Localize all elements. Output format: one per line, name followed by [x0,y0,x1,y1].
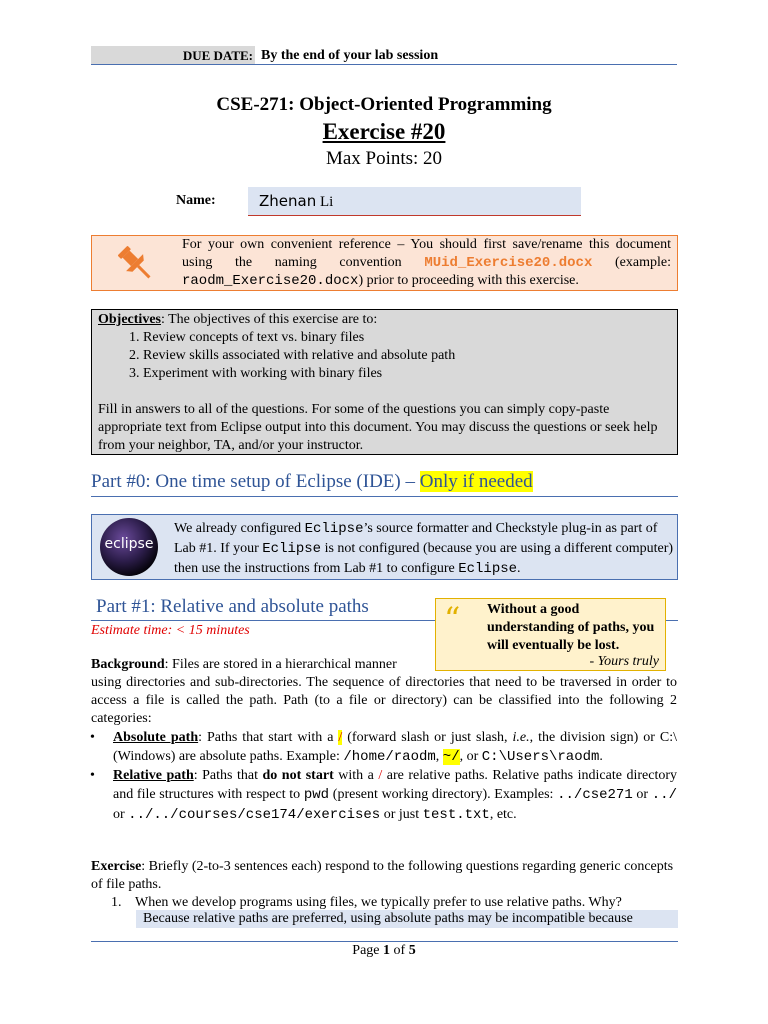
max-points: Max Points: 20 [325,148,443,169]
relative-path-emphasis: do not start [262,768,334,783]
relative-path-text: are relative paths. Relative paths indicate directory and file structures with respect to [113,768,677,802]
name-field[interactable] [248,187,581,216]
slash-symbol: / [338,730,343,745]
eclipse-text-4: . [517,561,521,576]
objective-item: 1. Review concepts of text vs. binary files [143,329,671,347]
pushpin-icon [114,242,158,286]
eclipse-text-3: is not configured (because you are using a different computer) then use the instructions from Lab #1 to configure [174,541,674,576]
total-pages: 5 [408,943,416,958]
relative-path-label: Relative path [113,768,194,783]
relative-path-text: (present working directory). Examples: [329,787,558,802]
note-filename-example: raodm_Exercise20.docx [182,273,359,289]
relative-path-text: or [632,787,652,802]
bullet-icon: • [90,730,95,745]
quote-text: Without a good understanding of paths, you will eventually be lost. [487,602,655,653]
relative-path-bullet [90,766,677,825]
objectives-box [91,309,678,455]
question-number: 1. [111,895,122,910]
absolute-path-bullet [90,728,677,767]
quote-box [435,598,666,671]
footer-text: of [390,943,409,958]
note-text-2: (example: [592,255,671,270]
rename-note [91,235,678,291]
absolute-path-text: , the division sign) or C:\ (Windows) are absolute paths. Example: [113,730,677,764]
absolute-path-example: /home/raodm [343,749,436,765]
eclipse-code-3: Eclipse [458,561,518,577]
objectives-intro: : The objectives of this exercise are to: [160,312,378,327]
objectives-list [98,329,671,383]
eclipse-text-2: ’s source formatter and Checkstyle plug-in as part of Lab #1. If your [174,521,658,556]
answer-1-field[interactable]: Because relative paths are preferred, using absolute paths may be incompatible because [136,910,678,928]
absolute-path-text: . [599,749,603,764]
absolute-path-text: : Paths that start with a [198,730,339,745]
background-text-1: : Files are stored in a hierarchical manner [164,657,397,672]
bullet-icon: • [90,768,95,783]
relative-path-example: ../ [651,787,677,803]
exercise-title: Exercise #20 [322,119,446,144]
part0-highlight: Only if needed [419,471,533,492]
due-date-bar [91,46,677,65]
relative-path-text: or just [380,807,423,822]
question-text: When we develop programs using files, we typically prefer to use relative paths. Why? [135,895,622,910]
current-page: 1 [383,943,391,958]
absolute-path-text: , [435,749,443,764]
eclipse-logo-icon [100,518,158,576]
ie-text: i.e. [512,730,530,745]
note-text-1: For your own convenient reference – You should first save/rename this document using the naming convention [182,237,671,270]
relative-path-text: : Paths that [193,768,263,783]
relative-path-example: ../../courses/cse174/exercises [128,807,381,823]
quote-mark-icon: “ [444,600,461,638]
background-paragraph: using directories and sub-directories. The sequence of directories that need to be traversed in order to access a file is called the path. Path (to a file or directory) can be classified into the following 2 categories: [91,675,677,726]
course-title: CSE-271: Object-Oriented Programming [216,94,552,115]
part0-title: Part #0: One time setup of Eclipse (IDE) – [91,471,420,492]
exercise-text: : Briefly (2-to-3 sentences each) respond to the following questions regarding generic concepts of file paths. [91,859,674,892]
eclipse-code-2: Eclipse [262,541,322,557]
part1-title: Part #1: Relative and absolute paths [96,596,369,617]
relative-path-text: or [113,807,129,822]
relative-path-example: test.txt [422,807,490,823]
exercise-label: Exercise [91,859,142,874]
due-date-label: DUE DATE: [91,46,255,64]
absolute-path-text: , or [459,749,482,764]
note-text-3: ) prior to proceeding with this exercise. [358,273,579,288]
absolute-path-example: C:\Users\raodm [481,749,600,765]
name-first: Zhenan [259,192,317,210]
note-filename-convention: MUid_Exercise20.docx [424,255,593,271]
relative-path-text: with a [333,768,379,783]
slash-symbol: / [378,768,383,783]
quote-author: - Yours truly [589,654,659,669]
objective-item: 3. Experiment with working with binary files [143,365,671,383]
objective-item: 2. Review skills associated with relative and absolute path [143,347,671,365]
footer-divider [91,941,678,942]
relative-path-text: , etc. [489,807,517,822]
absolute-path-text: (forward slash or just slash, [342,730,513,745]
eclipse-logo-text: eclipse [104,536,154,552]
part0-heading [91,471,678,497]
objectives-instructions: Fill in answers to all of the questions. For some of the questions you can simply copy-paste appropriate text from Eclipse output into this document. You may discuss the questions or seek help from your neighbor, TA, and/or your instructor. [98,402,658,453]
eclipse-text-1: We already configured [174,521,305,536]
estimate-time: Estimate time: < 15 minutes [91,623,250,638]
absolute-path-example: ~/ [442,749,460,765]
objectives-heading: Objectives [98,312,161,327]
name-last: Li [319,194,334,210]
absolute-path-label: Absolute path [113,730,199,745]
relative-path-example: ../cse271 [557,787,633,803]
background-label: Background [91,657,165,672]
exercise-instructions [91,858,677,894]
footer-text: Page [352,943,384,958]
eclipse-code-1: Eclipse [304,521,364,537]
due-date-value: By the end of your lab session [261,48,439,63]
background-first-line [91,656,397,674]
name-label: Name: [176,193,216,208]
eclipse-note [91,514,678,580]
page-footer [0,943,768,959]
pwd-code: pwd [303,787,330,803]
